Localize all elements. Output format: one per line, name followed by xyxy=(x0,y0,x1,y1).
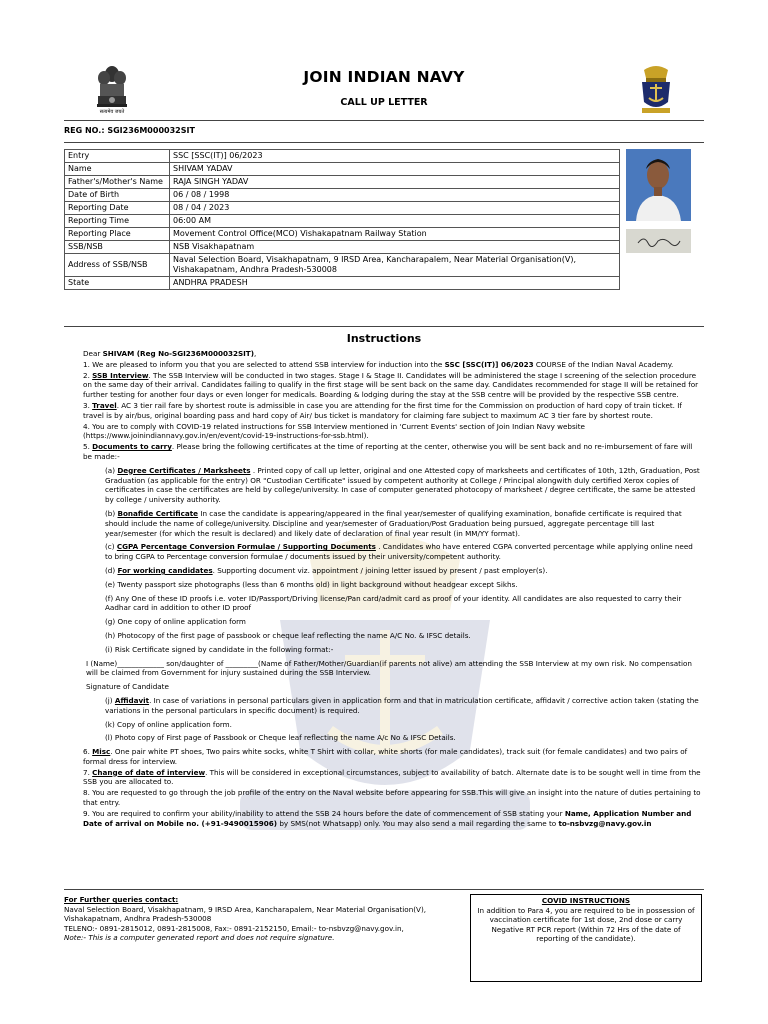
candidate-photo xyxy=(626,149,691,221)
table-row: Entry SSC [SSC(IT)] 06/2023 xyxy=(65,150,620,163)
footer-title: For Further queries contact: xyxy=(64,895,179,904)
footer-address: Naval Selection Board, Visakhapatnam, 9 IRSD Area, Kancharapalem, Near Material Organisation(V), Vishakapatnam, Andhra Pradesh-530008 xyxy=(64,904,427,924)
item-a: (a) Degree Certificates / Marksheets . Printed copy of call up letter, original and one Attested copy of marksheets and certificates of 10th, 12th, Graduation, Post Graduation (as applicable for the entry) OR "Custodian Certificate" issued by competent authority at College / Principal alongwith duly certified Xerox copies of certificates in case the certificates are held by college/university. In case of computer generated photocopy of marksheet / degree certificate, the same be attested by college / university authority. xyxy=(105,465,700,505)
covid-title: COVID INSTRUCTIONS xyxy=(541,896,631,905)
page-subtitle: CALL UP LETTER xyxy=(340,97,428,108)
item-j: (j) Affidavit. In case of variations in personal particulars given in application form and that in matriculation certificate, affidavit / corrective action taken (stating the variations in the personal particulars in specific document) is required. xyxy=(105,695,699,715)
para-4: 4. You are to comply with COVID-19 related instructions for SSB Interview mentioned in 'Current Events' section of Join Indian Navy website (https://www.joinindiannavy.gov.in/en/event/covid-19-instructions-for-ssb.html). xyxy=(83,421,585,441)
item-f: (f) Any One of these ID proofs i.e. voter ID/Passport/Driving license/Pan card/admit card as proof of your identity. All candidates are also requested to carry their Aadhar card in addition to other ID proof xyxy=(105,593,682,613)
para-2: 2. SSB Interview. The SSB Interview will be conducted in two stages. Stage I & Stage II. Candidates will be administered the stage I screening of the selection procedure on the same day of their arrival. Candidates failing to qualify in the first stage will be sent back on the same day. Candidates recommended for stage II will be retained for further testing for another four days or even longer for medicals. Boarding & lodging during the stay at the SSB centre will be provided by the respective SSB centre. xyxy=(83,370,699,400)
para-7: 7. Change of date of interview. This will be considered in exceptional circumstances, subject to availability of batch. Alternate date is to be sought well in time from the SSB you are allocated to. xyxy=(83,767,701,787)
footer-contact-line: TELENO:- 0891-2815012, 0891-2815008, Fax:- 0891-2152150, Email:- to-nsbvzg@navy.gov.in, xyxy=(64,923,404,933)
item-k: (k) Copy of online application form. xyxy=(105,719,232,729)
table-row: Date of Birth 06 / 08 / 1998 xyxy=(65,189,620,202)
para-1: 1. We are pleased to inform you that you are selected to attend SSB interview for induction into the SSC [SSC(IT)] 06/2023 COURSE of the Indian Naval Academy. xyxy=(83,359,674,369)
registration-number: REG NO.: SGI236M000032SIT xyxy=(64,126,195,135)
covid-instructions-box xyxy=(470,894,702,982)
item-b: (b) Bonafide Certificate In case the candidate is appearing/appeared in the final year/semester of qualifying examination, bonafide certificate is required that should include the name of college/university. Discipline and year/semester of Graduation/Post Graduation being pursued, aggregate percentage till last year/semester (for which the result is declared) and likely date of declaration of final year result (in MM/YY format). xyxy=(105,508,682,538)
person-photo-icon xyxy=(626,149,691,221)
footer-note: Note:- This is a computer generated report and does not require signature. xyxy=(64,933,335,943)
instructions-body xyxy=(83,349,701,829)
table-row: Reporting Time 06:00 AM xyxy=(65,215,620,228)
signature-icon xyxy=(626,229,691,253)
table-row: Address of SSB/NSB Naval Selection Board, Visakhapatnam, 9 IRSD Area, Kancharapalem, Near Material Organisation(V), Vishakapatnam, Andhra Pradesh-530008 xyxy=(65,254,620,277)
emblem-caption: सत्यमेव जयते xyxy=(99,109,125,115)
contact-footer xyxy=(64,895,464,943)
instructions-heading: Instructions xyxy=(346,332,422,345)
salutation: Dear SHIVAM (Reg No-SGI236M000032SIT), xyxy=(83,349,257,358)
candidate-signature xyxy=(626,229,691,253)
divider-top xyxy=(64,120,704,121)
item-d: (d) For working candidates. Supporting document viz. appointment / joining letter issued by present / past employer(s). xyxy=(105,565,548,575)
item-l: (l) Photo copy of First page of Passbook or Cheque leaf reflecting the name A/c No & IFSC Details. xyxy=(105,733,456,743)
para-3: 3. Travel. AC 3 tier rail fare by shortest route is admissible in case you are attending for the first time for the Commission on production of hard copy of train ticket. If travel is by air/bus, original boarding pass and hard copy of Air/ bus ticket is mandatory for claiming fare subject to maximum AC 3 tier fare by shortest route. xyxy=(83,400,682,420)
table-row: SSB/NSB NSB Visakhapatnam xyxy=(65,241,620,254)
item-g: (g) One copy of online application form xyxy=(105,617,246,627)
para-9: 9. You are required to confirm your ability/inability to attend the SSB 24 hours before the date of commencement of SSB stating your Name, Application Number and Date of arrival on Mobile no. (+91-9490015906) by SMS(not Whatsapp) only. You may also send a mail regarding the same to to-nsbvzg@navy.gov.in xyxy=(83,808,692,828)
candidate-details-table xyxy=(64,149,620,290)
page-title: JOIN INDIAN NAVY xyxy=(303,68,465,86)
table-row: Reporting Date 08 / 04 / 2023 xyxy=(65,202,620,215)
para-6: 6. Misc. One pair white PT shoes, Two pairs white socks, white T Shirt with collar, white shorts (for male candidates), track suit (for female candidates) and two pairs of formal dress for interview. xyxy=(83,747,688,766)
signature-of-candidate: Signature of Candidate xyxy=(86,682,169,692)
item-c: (c) CGPA Percentage Conversion Formulae / Supporting Documents . Candidates who have entered CGPA converted percentage while applying online need to bring CGPA to Percentage conversion formulae / documents issued by their university/competent authority. xyxy=(105,542,693,562)
item-e: (e) Twenty passport size photographs (less than 6 months old) in light background without headgear except Sikhs. xyxy=(105,579,518,589)
covid-text: In addition to Para 4, you are required to be in possession of vaccination certificate for 1st dose, 2nd dose or carry Negative RT PCR report (Within 72 Hrs of the date of reporting of the candidate). xyxy=(477,905,695,944)
para-5: 5. Documents to carry. Please bring the following certificates at the time of reporting at the center, otherwise you will be sent back and no re-imbursement of fare will be made:- xyxy=(83,442,693,461)
table-row: Father's/Mother's Name RAJA SINGH YADAV xyxy=(65,176,620,189)
table-row: Name SHIVAM YADAV xyxy=(65,163,620,176)
divider-footer xyxy=(64,889,704,890)
item-i: (i) Risk Certificate signed by candidate in the following format:- xyxy=(105,644,334,654)
divider-reg xyxy=(64,142,704,143)
divider-instructions xyxy=(64,326,704,327)
item-h: (h) Photocopy of the first page of passbook or cheque leaf reflecting the name A/C No. & IFSC details. xyxy=(105,630,471,640)
para-8: 8. You are requested to go through the job profile of the entry on the Naval website before appearing for SSB.This will give an insight into the nature of duties pertaining to that entry. xyxy=(83,788,701,808)
table-row: Reporting Place Movement Control Office(MCO) Vishakapatnam Railway Station xyxy=(65,228,620,241)
table-row: State ANDHRA PRADESH xyxy=(65,277,620,290)
risk-certificate-text: I (Name)_____________ son/daughter of _________(Name of Father/Mother/Guardian(if parents not alive) am attending the SSB Interview at my own risk. No compensation will be claimed from Government for injury sustained during the SSB Interview. xyxy=(86,658,692,678)
